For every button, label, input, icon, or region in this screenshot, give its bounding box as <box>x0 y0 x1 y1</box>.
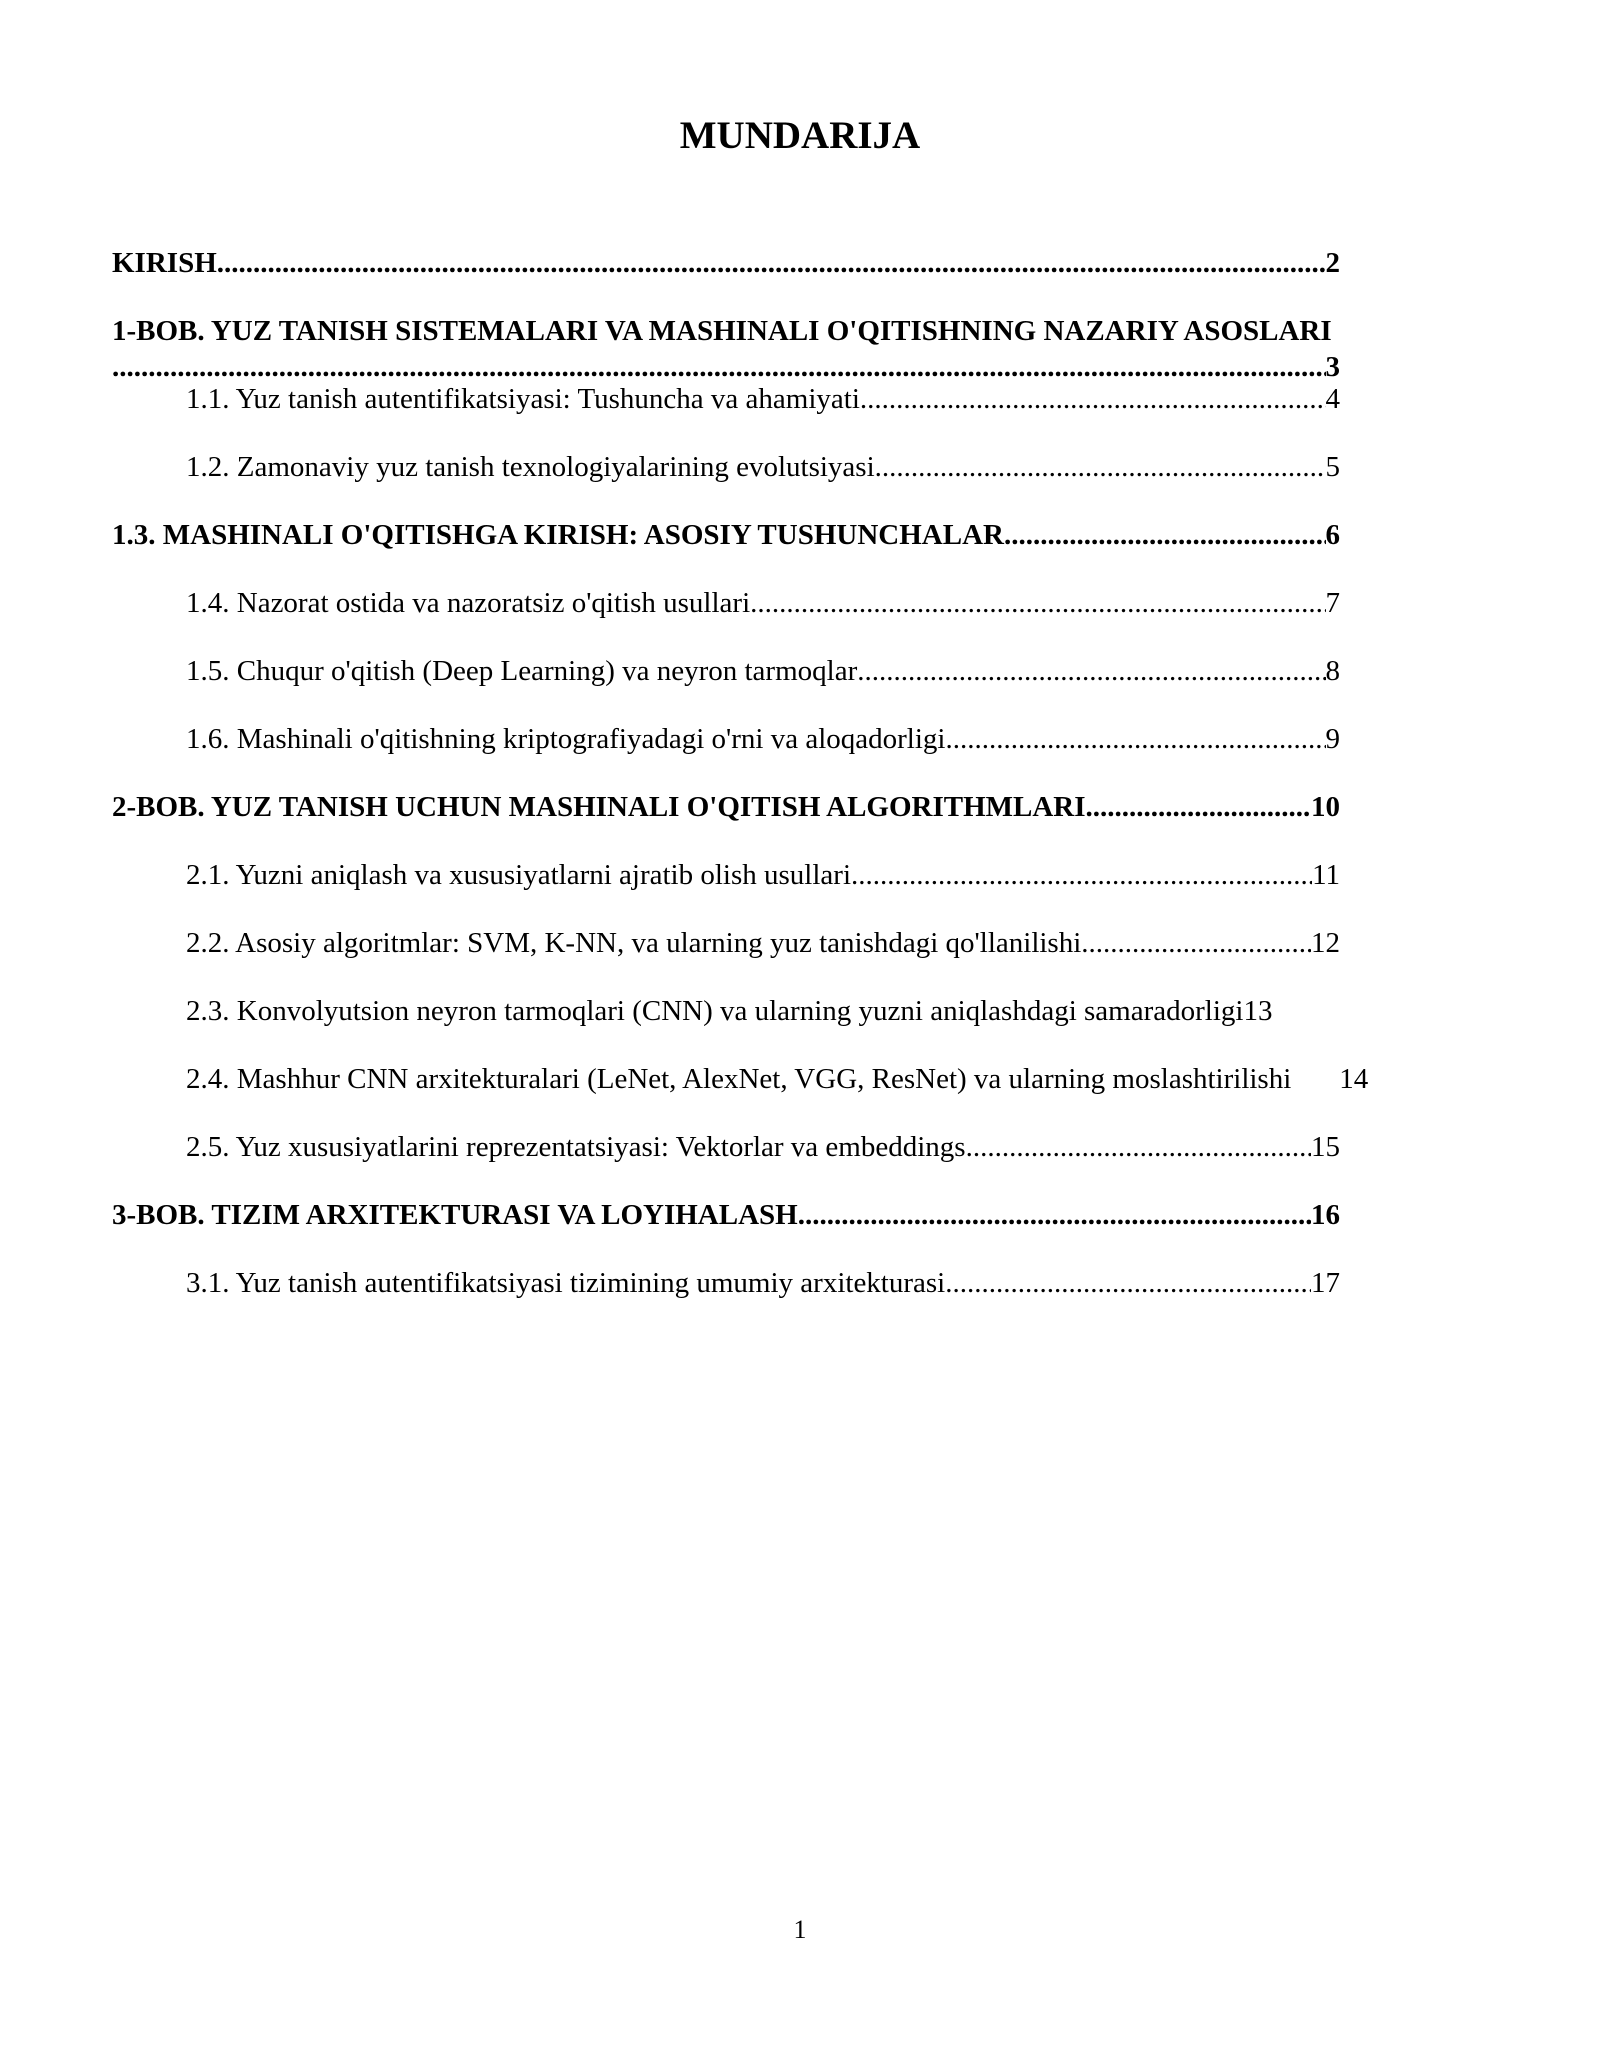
toc-entry-label: 1.1. Yuz tanish autentifikatsiyasi: Tushuncha va ahamiyati <box>186 383 860 415</box>
toc-entry-3-1[interactable] <box>112 1265 1340 1333</box>
toc-leader-dots <box>1004 517 1326 553</box>
toc-leader-dots <box>112 349 1326 385</box>
toc-leader-dots <box>750 585 1325 621</box>
toc-entry-2-3[interactable] <box>112 993 1340 1061</box>
toc-entry-label: 1.5. Chuqur o'qitish (Deep Learning) va neyron tarmoqlar <box>186 655 858 687</box>
page-title: MUNDARIJA <box>679 114 921 157</box>
page-number: 1 <box>793 1915 807 1944</box>
table-of-contents <box>112 245 1369 1333</box>
toc-leader-dots <box>945 721 1325 757</box>
toc-entry-page: 17 <box>1311 1267 1340 1299</box>
toc-entry-1-4[interactable] <box>112 585 1340 653</box>
toc-entry-page: 3 <box>1325 351 1340 383</box>
toc-leader-dots <box>851 857 1312 893</box>
toc-entry-page: 4 <box>1325 383 1340 415</box>
toc-entry-page: 14 <box>1339 1063 1369 1095</box>
toc-entry-page: 16 <box>1311 1199 1340 1231</box>
toc-entry-label: 1.4. Nazorat ostida va nazoratsiz o'qitish usullari <box>186 587 751 619</box>
toc-entry-page: 15 <box>1311 1131 1340 1163</box>
toc-entry-label: 3-BOB. TIZIM ARXITEKTURASI VA LOYIHALASH <box>112 1199 798 1231</box>
toc-entry-page: 10 <box>1311 791 1340 823</box>
toc-leader-dots <box>1086 789 1311 825</box>
toc-entry-page: 6 <box>1325 519 1340 551</box>
toc-entry-1-2[interactable] <box>112 449 1340 517</box>
toc-leader-dots <box>875 449 1326 485</box>
toc-leader-dots <box>217 245 1326 281</box>
toc-entry-label: 2-BOB. YUZ TANISH UCHUN MASHINALI O'QITISH ALGORITHMLARI <box>112 791 1086 823</box>
toc-leader-dots <box>1081 925 1311 961</box>
toc-entry-label: 2.1. Yuzni aniqlash va xususiyatlarni ajratib olish usullari <box>186 859 852 891</box>
toc-leader-dots <box>966 1129 1311 1165</box>
toc-entry-page: 11 <box>1312 859 1340 891</box>
toc-leader-dots <box>798 1197 1311 1233</box>
toc-entry-label: 2.5. Yuz xususiyatlarini reprezentatsiyasi: Vektorlar va embeddings <box>186 1131 966 1163</box>
toc-entry-1-1[interactable] <box>112 381 1340 449</box>
toc-entry-page: 5 <box>1325 451 1340 483</box>
toc-entry-label: 1.3. MASHINALI O'QITISHGA KIRISH: ASOSIY TUSHUNCHALAR <box>112 519 1004 551</box>
toc-entry-label: 2.3. Konvolyutsion neyron tarmoqlari (CNN) va ularning yuzni aniqlashdagi samaradorligi <box>186 995 1244 1027</box>
toc-entry-kirish[interactable] <box>112 245 1340 313</box>
toc-entry-label: KIRISH <box>112 247 217 279</box>
toc-entry-1-5[interactable] <box>112 653 1340 721</box>
toc-entry-1-6[interactable] <box>112 721 1340 789</box>
toc-entry-label: 2.4. Mashhur CNN arxitekturalari (LeNet, AlexNet, VGG, ResNet) va ularning moslashtirilishi <box>186 1063 1292 1095</box>
toc-entry-page: 12 <box>1311 927 1340 959</box>
toc-entry-label: 1-BOB. YUZ TANISH SISTEMALARI VA MASHINALI O'QITISHNING NAZARIY ASOSLARI <box>112 315 1332 347</box>
toc-entry-page: 8 <box>1325 655 1340 687</box>
toc-entry-chapter-1[interactable] <box>112 313 1340 381</box>
toc-entry-chapter-2[interactable] <box>112 789 1340 857</box>
toc-entry-label: 3.1. Yuz tanish autentifikatsiyasi tizimining umumiy arxitekturasi <box>186 1267 946 1299</box>
toc-entry-1-3[interactable] <box>112 517 1340 585</box>
toc-entry-label: 1.2. Zamonaviy yuz tanish texnologiyalarining evolutsiyasi <box>186 451 875 483</box>
toc-entry-chapter-3[interactable] <box>112 1197 1340 1265</box>
toc-entry-label: 2.2. Asosiy algoritmlar: SVM, K-NN, va ularning yuz tanishdagi qo'llanilishi <box>186 927 1082 959</box>
toc-entry-page: 7 <box>1325 587 1340 619</box>
toc-entry-2-4[interactable] <box>112 1061 1566 1129</box>
toc-entry-2-2[interactable] <box>112 925 1340 993</box>
toc-entry-page: 13 <box>1243 995 1273 1027</box>
toc-leader-dots <box>857 653 1325 689</box>
toc-entry-2-5[interactable] <box>112 1129 1340 1197</box>
toc-entry-label: 1.6. Mashinali o'qitishning kriptografiyadagi o'rni va aloqadorligi <box>186 723 946 755</box>
toc-leader-dots <box>945 1265 1311 1301</box>
toc-entry-2-1[interactable] <box>112 857 1340 925</box>
toc-leader-dots <box>860 381 1326 417</box>
toc-entry-page: 2 <box>1325 247 1340 279</box>
toc-entry-page: 9 <box>1325 723 1340 755</box>
